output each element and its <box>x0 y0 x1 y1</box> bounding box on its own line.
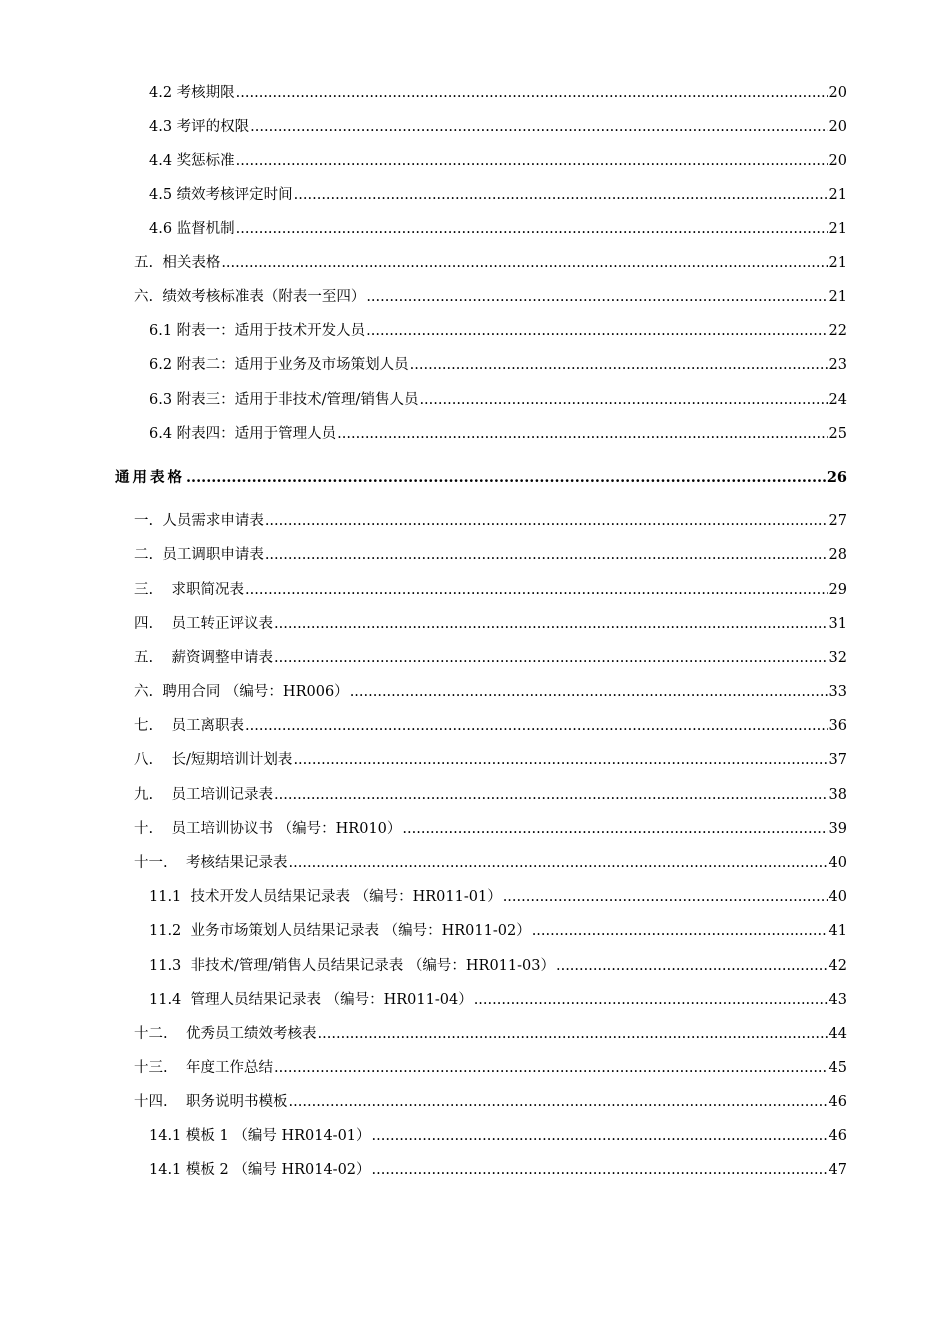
toc-label: 三. 求职简况表 <box>134 582 245 598</box>
toc-leader <box>274 785 828 805</box>
toc-page-number: 33 <box>828 684 847 700</box>
toc-entry[interactable] <box>0 990 847 1010</box>
toc-label: 4.2 考核期限 <box>149 85 235 101</box>
toc-leader <box>366 321 827 341</box>
toc-entry[interactable] <box>0 390 847 410</box>
toc-entry[interactable] <box>0 1126 847 1146</box>
toc-page-number: 31 <box>828 616 847 632</box>
toc-leader <box>245 716 828 736</box>
toc-entry[interactable] <box>0 117 847 137</box>
toc-leader <box>245 580 828 600</box>
toc-label: 4.6 监督机制 <box>149 221 235 237</box>
toc-page-number: 21 <box>828 289 847 305</box>
toc-leader <box>236 219 828 239</box>
toc-label: 11.2 业务市场策划人员结果记录表 （编号：HR011-02） <box>149 923 531 939</box>
toc-page-number: 36 <box>828 718 847 734</box>
toc-page-number: 20 <box>828 119 847 135</box>
toc-page-number: 20 <box>828 85 847 101</box>
toc-entry[interactable] <box>0 219 847 239</box>
toc-page-number: 41 <box>828 923 847 939</box>
toc-label: 4.4 奖惩标准 <box>149 153 235 169</box>
toc-label: 八. 长/短期培训计划表 <box>134 752 293 768</box>
toc-entry[interactable] <box>0 956 847 976</box>
toc-page-number: 25 <box>828 426 847 442</box>
toc-page-number: 40 <box>828 889 847 905</box>
toc-entry[interactable] <box>0 1092 847 1112</box>
toc-label: 五. 薪资调整申请表 <box>134 650 274 666</box>
toc-label: 十三. 年度工作总结 <box>134 1060 274 1076</box>
toc-leader <box>532 921 828 941</box>
toc-page-number: 43 <box>828 992 847 1008</box>
toc-page-number: 40 <box>828 855 847 871</box>
toc-leader <box>318 1024 828 1044</box>
toc-page-number: 23 <box>828 357 847 373</box>
toc-page-number: 22 <box>828 323 847 339</box>
toc-leader <box>337 424 827 444</box>
toc-page-number: 29 <box>828 582 847 598</box>
toc-entry[interactable] <box>0 648 847 668</box>
toc-entry[interactable] <box>0 785 847 805</box>
toc-label: 二. 员工调职申请表 <box>134 547 264 563</box>
toc-label: 14.1 模板 2 （编号 HR014-02） <box>149 1162 371 1178</box>
toc-label: 6.2 附表二：适用于业务及市场策划人员 <box>149 357 409 373</box>
toc-page-number: 20 <box>828 153 847 169</box>
toc-page-number: 21 <box>828 255 847 271</box>
toc-leader <box>366 287 827 307</box>
toc-label: 十四. 职务说明书模板 <box>134 1094 288 1110</box>
toc-label: 六. 绩效考核标准表（附表一至四） <box>134 289 366 305</box>
toc-entry[interactable] <box>0 1024 847 1044</box>
toc-page-number: 44 <box>828 1026 847 1042</box>
toc-label: 五. 相关表格 <box>134 255 221 271</box>
toc-entry[interactable] <box>0 83 847 103</box>
toc-page-number: 37 <box>828 752 847 768</box>
toc-leader <box>274 648 828 668</box>
toc-label: 4.3 考评的权限 <box>149 119 250 135</box>
toc-label: 十一. 考核结果记录表 <box>134 855 288 871</box>
toc-label: 6.4 附表四：适用于管理人员 <box>149 426 337 442</box>
toc-label: 十二. 优秀员工绩效考核表 <box>134 1026 317 1042</box>
toc-page-number: 28 <box>828 547 847 563</box>
toc-leader <box>350 682 828 702</box>
toc-leader <box>410 355 828 375</box>
toc-leader <box>250 117 827 137</box>
toc-entry[interactable] <box>0 151 847 171</box>
toc-page-number: 32 <box>828 650 847 666</box>
toc-entry[interactable] <box>0 853 847 873</box>
toc-entry[interactable] <box>0 614 847 634</box>
toc-entry[interactable] <box>0 321 847 341</box>
toc-entry[interactable] <box>0 287 847 307</box>
toc-entry[interactable] <box>0 424 847 444</box>
toc-page-number: 46 <box>828 1128 847 1144</box>
toc-leader <box>556 956 828 976</box>
toc-entry[interactable] <box>0 355 847 375</box>
toc-entry[interactable] <box>0 580 847 600</box>
toc-entry[interactable] <box>0 253 847 273</box>
toc-leader <box>289 853 828 873</box>
toc-label: 七. 员工离职表 <box>134 718 245 734</box>
toc-page-number: 39 <box>828 821 847 837</box>
toc-leader <box>265 511 828 531</box>
toc-label: 一. 人员需求申请表 <box>134 513 264 529</box>
toc-leader <box>419 390 827 410</box>
toc-leader <box>274 1058 828 1078</box>
toc-entry[interactable] <box>0 1058 847 1078</box>
toc-leader <box>372 1126 828 1146</box>
toc-entry[interactable] <box>0 682 847 702</box>
toc-label: 六. 聘用合同 （编号：HR006） <box>134 684 349 700</box>
toc-entry[interactable] <box>0 750 847 770</box>
toc-leader <box>289 1092 828 1112</box>
toc-label: 九. 员工培训记录表 <box>134 787 274 803</box>
toc-page-number: 47 <box>828 1162 847 1178</box>
toc-leader <box>221 253 827 273</box>
toc-leader <box>402 819 827 839</box>
toc-leader <box>186 468 826 488</box>
toc-page-number: 24 <box>828 392 847 408</box>
toc-leader <box>236 151 828 171</box>
toc-label: 11.4 管理人员结果记录表 （编号：HR011-04） <box>149 992 473 1008</box>
toc-entry[interactable] <box>0 819 847 839</box>
toc-entry[interactable] <box>0 185 847 205</box>
toc-label: 6.3 附表三：适用于非技术/管理/销售人员 <box>149 392 419 408</box>
toc-label: 四. 员工转正评议表 <box>134 616 274 632</box>
toc-page-number: 27 <box>828 513 847 529</box>
toc-page-number: 46 <box>828 1094 847 1110</box>
toc-leader <box>236 83 828 103</box>
toc-page-number: 45 <box>828 1060 847 1076</box>
toc-label: 6.1 附表一：适用于技术开发人员 <box>149 323 366 339</box>
toc-leader <box>372 1160 828 1180</box>
toc-leader <box>274 614 828 634</box>
toc-leader <box>474 990 828 1010</box>
toc-entry[interactable] <box>0 545 847 565</box>
toc-label: 14.1 模板 1 （编号 HR014-01） <box>149 1128 371 1144</box>
toc-page-number: 42 <box>828 958 847 974</box>
toc-label: 11.3 非技术/管理/销售人员结果记录表 （编号：HR011-03） <box>149 958 555 974</box>
toc-heading-label: 通用表格 <box>115 469 185 486</box>
toc-page-number: 26 <box>826 469 847 486</box>
toc-leader <box>503 887 828 907</box>
toc-leader <box>265 545 828 565</box>
toc-leader <box>293 750 827 770</box>
toc-entry[interactable] <box>0 716 847 736</box>
toc-label: 十. 员工培训协议书 （编号：HR010） <box>134 821 402 837</box>
toc-entry[interactable] <box>0 511 847 531</box>
toc-label: 4.5 绩效考核评定时间 <box>149 187 293 203</box>
toc-label: 11.1 技术开发人员结果记录表 （编号：HR011-01） <box>149 889 502 905</box>
toc-page-number: 21 <box>828 187 847 203</box>
toc-page-number: 38 <box>828 787 847 803</box>
toc-entry[interactable] <box>0 921 847 941</box>
toc-entry[interactable] <box>0 887 847 907</box>
toc-heading-entry[interactable] <box>0 468 847 488</box>
toc-page-number: 21 <box>828 221 847 237</box>
toc-leader <box>294 185 828 205</box>
toc-entry[interactable] <box>0 1160 847 1180</box>
